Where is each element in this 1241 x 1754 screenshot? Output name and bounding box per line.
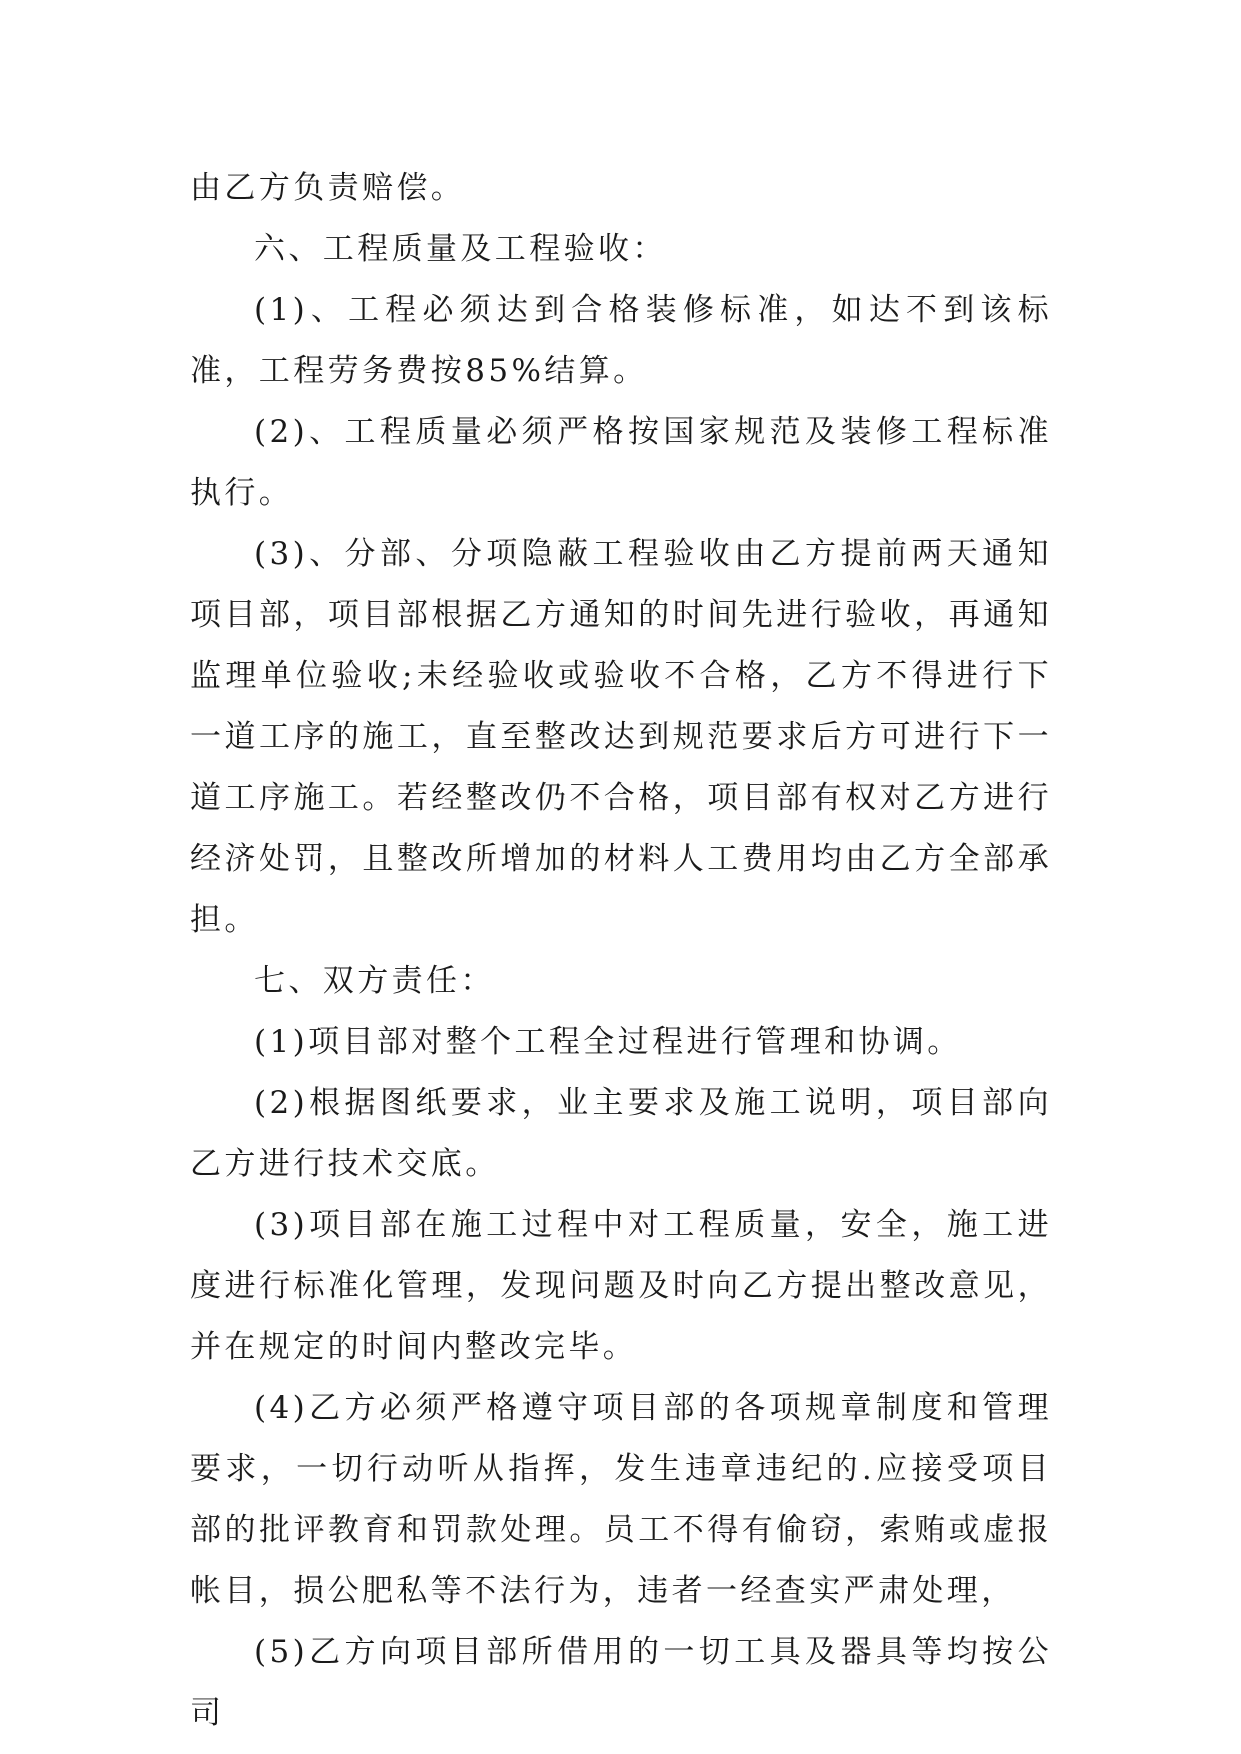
paragraph-compensation-end: 由乙方负责赔偿。	[190, 170, 466, 206]
paragraph-quality-item-2: (2)、工程质量必须严格按国家规范及装修工程标准执行。	[190, 414, 1052, 511]
paragraph-responsibility-item-2: (2)根据图纸要求，业主要求及施工说明，项目部向乙方进行技术交底。	[190, 1085, 1052, 1182]
paragraph-quality-item-1: (1)、工程必须达到合格装修标准，如达不到该标准，工程劳务费按85%结算。	[190, 292, 1052, 389]
section-heading-responsibilities: 七、双方责任：	[254, 963, 495, 999]
section-heading-quality-acceptance: 六、工程质量及工程验收：	[254, 231, 667, 267]
document-body	[190, 158, 1052, 1744]
paragraph-responsibility-item-1: (1)项目部对整个工程全过程进行管理和协调。	[254, 1024, 962, 1060]
paragraph-responsibility-item-5: (5)乙方向项目部所借用的一切工具及器具等均按公司	[190, 1634, 1052, 1731]
paragraph-responsibility-item-4: (4)乙方必须严格遵守项目部的各项规章制度和管理要求，一切行动听从指挥，发生违章违纪的.应接受项目部的批评教育和罚款处理。员工不得有偷窃，索贿或虚报帐目，损公肥私等不法行为，违者一经查实严肃处理，	[190, 1390, 1052, 1609]
paragraph-quality-item-3: (3)、分部、分项隐蔽工程验收由乙方提前两天通知项目部，项目部根据乙方通知的时间先进行验收，再通知监理单位验收;未经验收或验收不合格，乙方不得进行下一道工序的施工，直至整改达到规范要求后方可进行下一道工序施工。若经整改仍不合格，项目部有权对乙方进行经济处罚，且整改所增加的材料人工费用均由乙方全部承担。	[190, 536, 1052, 938]
paragraph-responsibility-item-3: (3)项目部在施工过程中对工程质量，安全，施工进度进行标准化管理，发现问题及时向乙方提出整改意见，并在规定的时间内整改完毕。	[190, 1207, 1052, 1365]
